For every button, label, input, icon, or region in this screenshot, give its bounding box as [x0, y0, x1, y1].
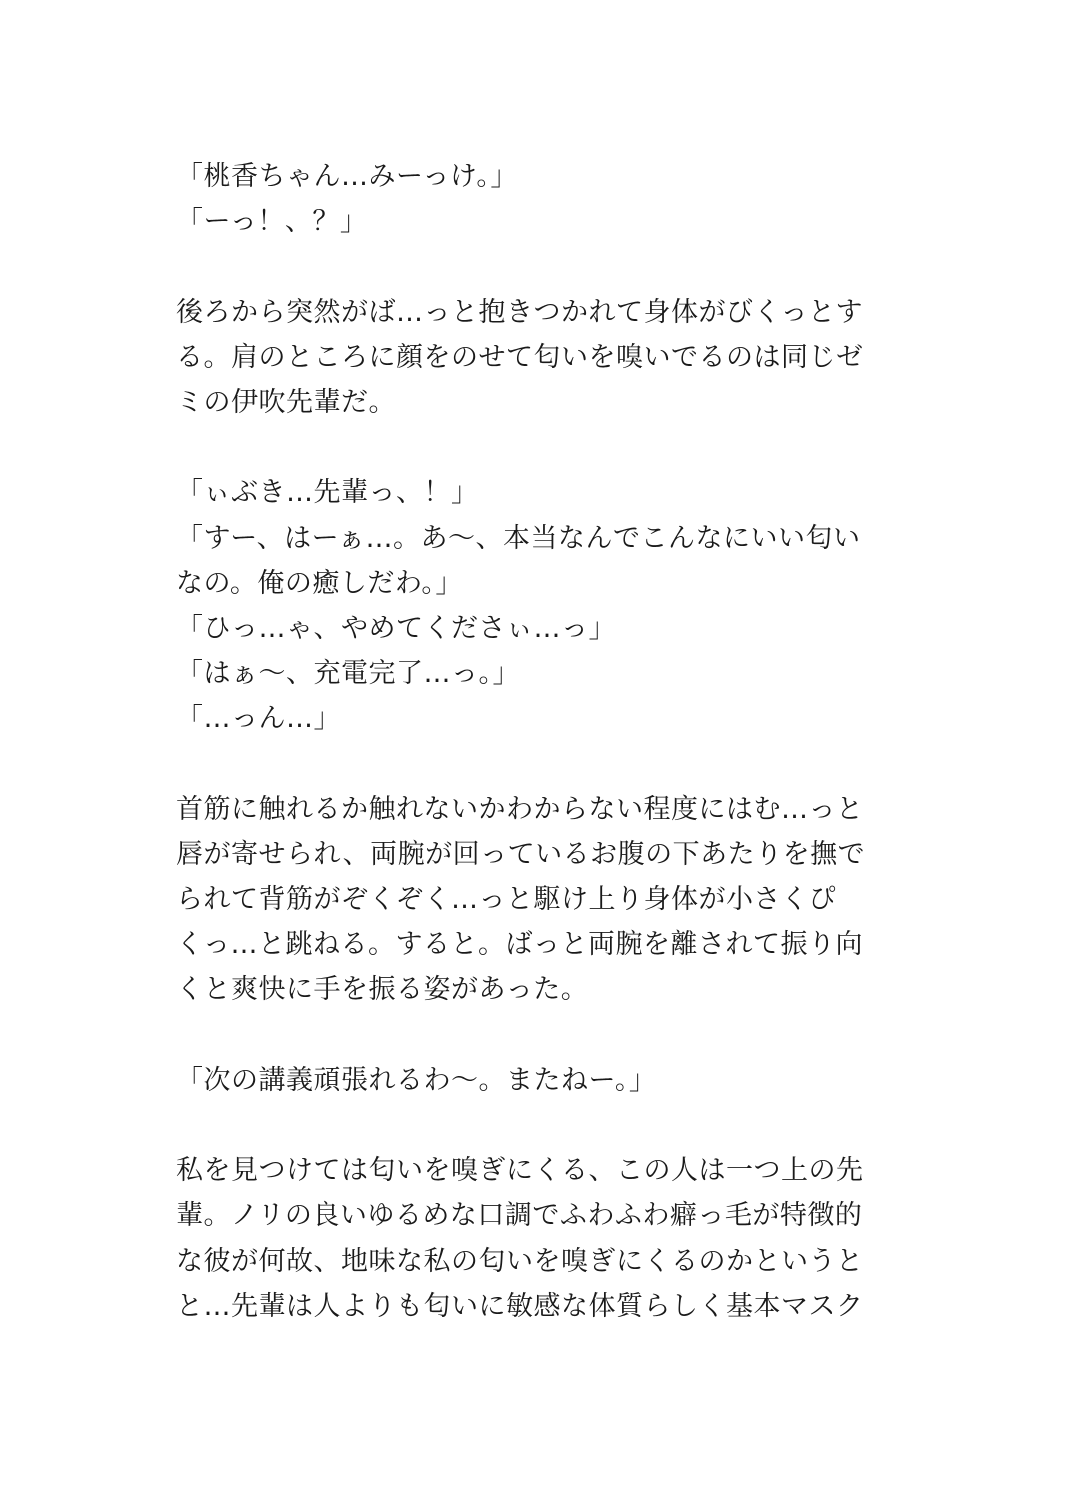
narration-line: る。肩のところに顔をのせて匂いを嗅いでるのは同じゼ: [176, 341, 864, 373]
paragraph-break: [176, 741, 906, 786]
dialogue-line: 「はぁ〜、充電完了…っ。」: [176, 658, 520, 690]
story-text: [176, 154, 906, 1329]
narration-line: 輩。ノリの良いゆるめな口調でふわふわ癖っ毛が特徴的: [176, 1200, 863, 1232]
narration-line: られて背筋がぞくぞく…っと駆け上り身体が小さくぴ: [176, 884, 836, 915]
narration-line: 後ろから突然がば…っと抱きつかれて身体がびくっとす: [176, 296, 863, 328]
paragraph-break: [176, 425, 906, 470]
narration-line: 首筋に触れるか触れないかわからない程度にはむ…っと: [176, 793, 864, 825]
dialogue-line: 「すー、はーぁ…。あ〜、本当なんでこんなにいい匂い: [176, 522, 861, 554]
narration-line: 唇が寄せられ、両腕が回っているお腹の下あたりを撫で: [176, 838, 866, 870]
paragraph-break: [176, 1103, 906, 1148]
paragraph-break: [176, 1013, 906, 1058]
dialogue-line: 「ぃぶき…先輩っ、！」: [176, 477, 479, 509]
dialogue-line: 「ひっ…ゃ、やめてくださぃ…っ」: [176, 612, 616, 644]
paragraph-break: [176, 244, 906, 289]
narration-line: ミの伊吹先輩だ。: [176, 386, 396, 418]
dialogue-line: 「次の講義頑張れるわ〜。またねー。」: [176, 1064, 657, 1096]
dialogue-line: 「…っん…」: [176, 703, 341, 735]
narration-line: な彼が何故、地味な私の匂いを嗅ぎにくるのかというと: [176, 1245, 864, 1277]
narration-line: 私を見つけては匂いを嗅ぎにくる、この人は一つ上の先: [176, 1155, 864, 1187]
narration-line: くっ…と跳ねる。すると。ばっと両腕を離されて振り向: [176, 929, 863, 961]
dialogue-line: 「ーっ！、？」: [176, 206, 368, 238]
dialogue-line: なの。俺の癒しだわ。」: [176, 567, 463, 599]
dialogue-line: 「桃香ちゃん…みーっけ。」: [176, 161, 518, 192]
narration-line: くと爽快に手を振る姿があった。: [176, 974, 589, 1006]
narration-line: と…先輩は人よりも匂いに敏感な体質らしく基本マスク: [176, 1290, 864, 1322]
